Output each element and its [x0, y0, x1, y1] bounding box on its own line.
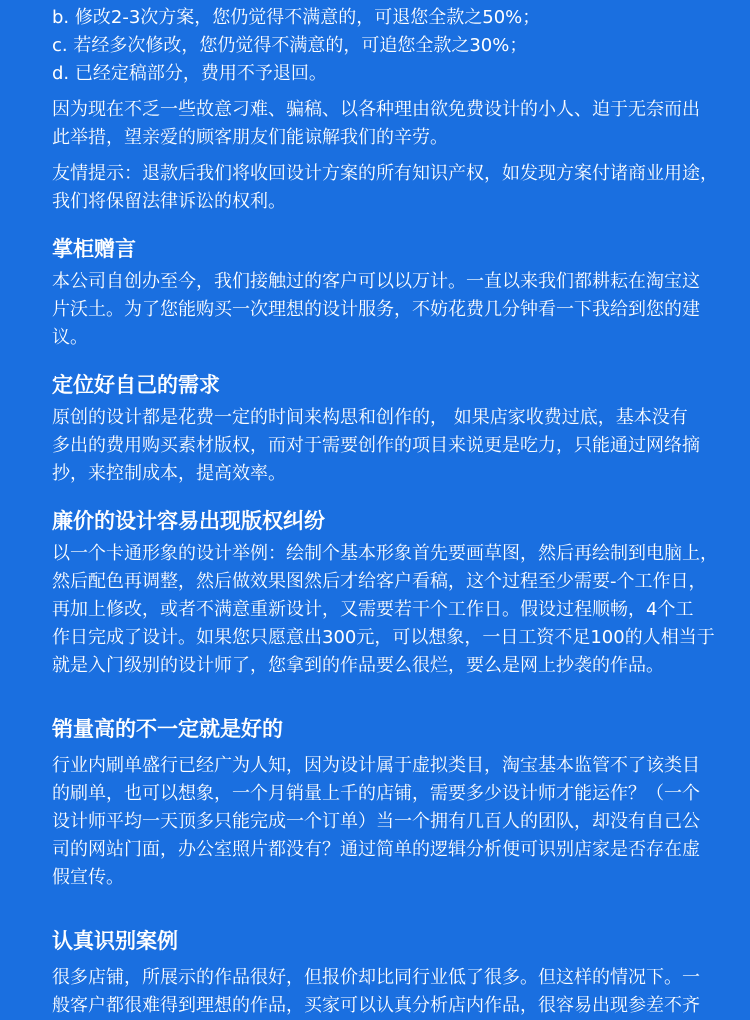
section-body-identify-cases: [52, 964, 704, 1020]
body-line: 般客户都很难得到理想的作品，买家可以认真分析店内作品，很容易出现参差不齐: [52, 995, 700, 1016]
section-body-copyright-disputes: [52, 540, 718, 680]
refund-term-b: b. 修改2-3次方案，您仍觉得不满意的，可退您全款之50%；: [52, 7, 541, 28]
section-body-shopkeeper-advice: [52, 268, 704, 352]
body-line: 作日完成了设计。如果您只愿意出300元，可以想象，一日工资不足100的人相当于: [52, 627, 715, 648]
body-line: 司的网站门面，办公室照片都没有？通过简单的逻辑分析便可识别店家是否存在虚: [52, 839, 700, 860]
body-line: 片沃土。为了您能购买一次理想的设计服务，不妨花费几分钟看一下我给到您的建: [52, 299, 700, 320]
body-line: 以一个卡通形象的设计举例：绘制个基本形象首先要画草图，然后再绘制到电脑上，: [52, 543, 718, 564]
refund-reason-paragraph: [52, 96, 704, 152]
friendly-tip-line-2: 我们将保留法律诉讼的权利。: [52, 191, 286, 212]
body-line: 很多店铺，所展示的作品很好，但报价却比同行业低了很多。但这样的情况下。一: [52, 967, 700, 988]
body-line: 议。: [52, 327, 88, 348]
section-body-high-sales: [52, 752, 704, 892]
refund-term-d: d. 已经定稿部分，费用不予退回。: [52, 63, 327, 84]
section-title-shopkeeper-advice: 掌柜赠言: [52, 237, 136, 261]
body-line: 原创的设计都是花费一定的时间来构思和创作的， 如果店家收费过底，基本没有: [52, 407, 688, 428]
body-line: 就是入门级别的设计师了，您拿到的作品要么很烂，要么是网上抄袭的作品。: [52, 655, 664, 676]
friendly-tip-paragraph: [52, 160, 718, 216]
body-line: 行业内刷单盛行已经广为人知，因为设计属于虚拟类目，淘宝基本监管不了该类目: [52, 755, 700, 776]
refund-terms-list: [52, 4, 704, 88]
friendly-tip-line-1: 友情提示：退款后我们将收回设计方案的所有知识产权，如发现方案付诸商业用途，: [52, 163, 718, 184]
body-line: 设计师平均一天顶多只能完成一个订单）当一个拥有几百人的团队，却没有自己公: [52, 811, 700, 832]
body-line: 然后配色再调整，然后做效果图然后才给客户看稿，这个过程至少需要-个工作日，: [52, 571, 707, 592]
section-title-define-needs: 定位好自己的需求: [52, 373, 220, 397]
body-line: 假宣传。: [52, 867, 124, 888]
section-title-high-sales: 销量高的不一定就是好的: [52, 717, 283, 741]
body-line: 的刷单，也可以想象，一个月销量上千的店铺，需要多少设计师才能运作？（一个: [52, 783, 700, 804]
refund-reason-line-2: 此举措，望亲爱的顾客朋友们能谅解我们的辛劳。: [52, 127, 448, 148]
refund-term-c: c. 若经多次修改，您仍觉得不满意的，可追您全款之30%；: [52, 35, 528, 56]
body-line: 抄，来控制成本，提高效率。: [52, 463, 286, 484]
section-title-copyright-disputes: 廉价的设计容易出现版权纠纷: [52, 509, 325, 533]
body-line: 多出的费用购买素材版权，而对于需要创作的项目来说更是吃力，只能通过网络摘: [52, 435, 700, 456]
section-title-identify-cases: 认真识别案例: [52, 929, 178, 953]
refund-reason-line-1: 因为现在不乏一些故意刁难、骗稿、以各种理由欲免费设计的小人、迫于无奈而出: [52, 99, 700, 120]
body-line: 本公司自创办至今，我们接触过的客户可以以万计。一直以来我们都耕耘在淘宝这: [52, 271, 700, 292]
section-body-define-needs: [52, 404, 704, 488]
body-line: 再加上修改，或者不满意重新设计，又需要若干个工作日。假设过程顺畅，4个工: [52, 599, 694, 620]
